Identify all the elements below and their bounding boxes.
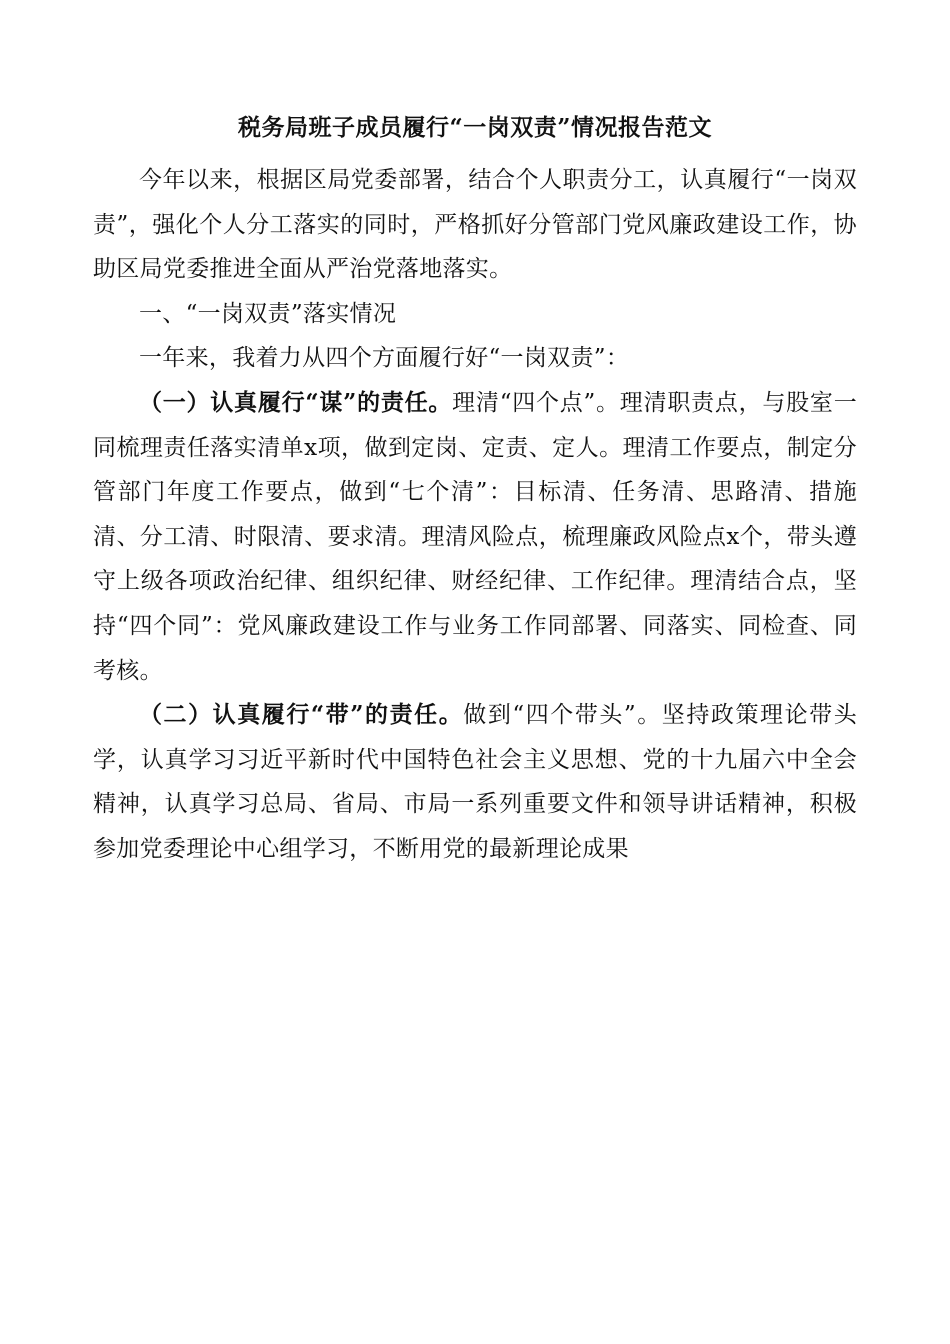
section-one-intro-paragraph: 一年来，我着力从四个方面履行好“一岗双责”： — [139, 345, 630, 372]
document-title: 税务局班子成员履行“一岗双责”情况报告范文 — [238, 114, 712, 141]
item-one-paragraph — [93, 381, 857, 693]
section-one-heading: 一、“一岗双责”落实情况 — [139, 300, 397, 327]
item-one-body: 理清“四个点”。理清职责点，与股室一同梳理责任落实清单x项，做到定岗、定责、定人。理清工作要点，制定分管部门年度工作要点，做到“七个清”：目标清、任务清、思路清、措施清、分工清、时限清、要求清。理清风险点，梳理廉政风险点x个，带头遵守上级各项政治纪律、组织纪律、财经纪律、工作纪律。理清结合点，坚持“四个同”：党风廉政建设工作与业务工作同部署、同落实、同检查、同考核。 — [93, 389, 857, 684]
intro-paragraph: 今年以来，根据区局党委部署，结合个人职责分工，认真履行“一岗双责”，强化个人分工落实的同时，严格抓好分管部门党风廉政建设工作，协助区局党委推进全面从严治党落地落实。 — [93, 167, 857, 283]
document-body — [93, 108, 857, 872]
item-two-lead: （二）认真履行“带”的责任。 — [139, 701, 464, 729]
item-two-body: 做到“四个带头”。坚持政策理论带头学，认真学习习近平新时代中国特色社会主义思想、党的十九届六中全会精神，认真学习总局、省局、市局一系列重要文件和领导讲话精神，积极参加党委理论中心组学习，不断用党的最新理论成果 — [93, 702, 857, 862]
item-one-lead: （一）认真履行“谋”的责任。 — [139, 388, 453, 416]
item-two-paragraph — [93, 693, 857, 871]
